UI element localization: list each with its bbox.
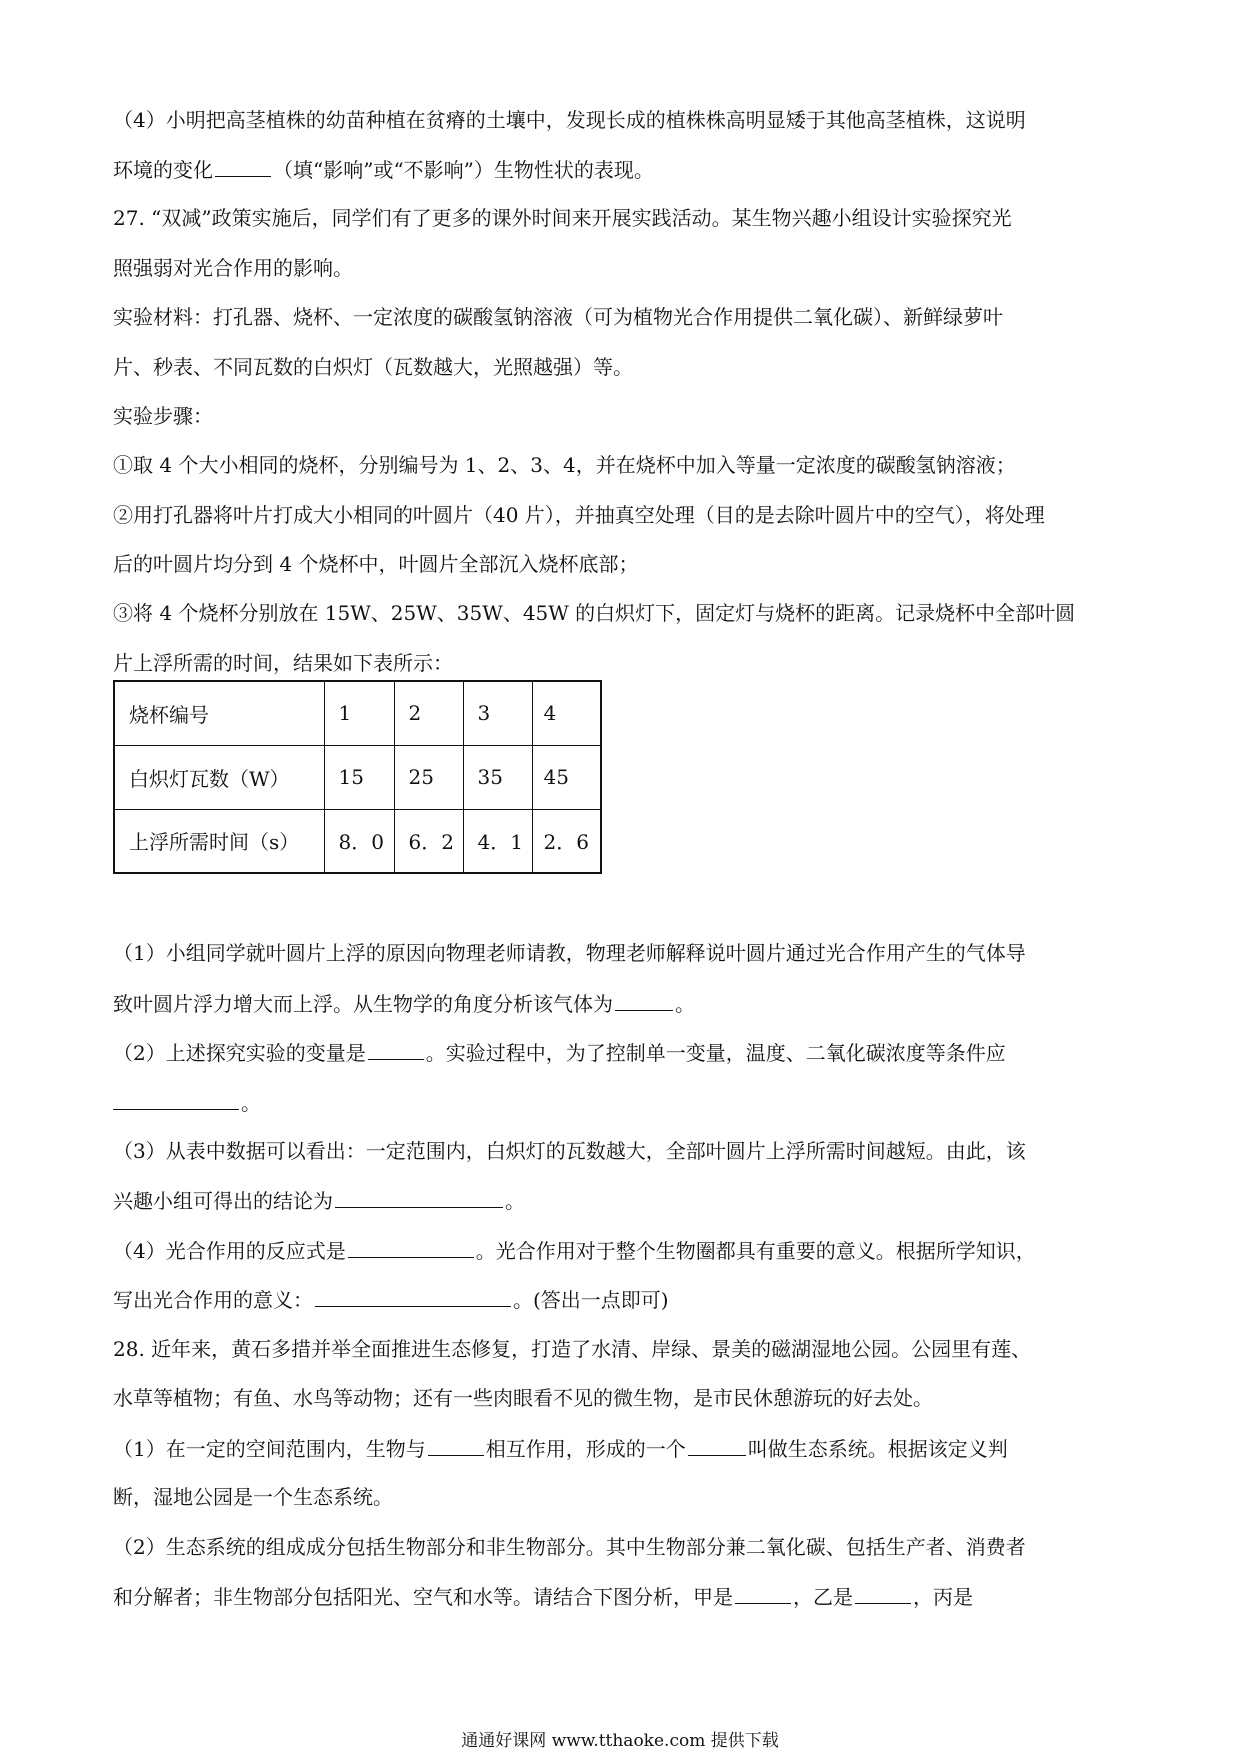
answer-blank[interactable]: [113, 1087, 239, 1110]
q27-q3-line1: （3）从表中数据可以看出：一定范围内，白炽灯的瓦数越大，全部叶圆片上浮所需时间越短。由此，该: [113, 1139, 1026, 1163]
table-cell: 35: [463, 745, 532, 809]
q27-q1-line2-text-a: 致叶圆片浮力增大而上浮。从生物学的角度分析该气体为: [113, 992, 613, 1016]
table-cell: 2: [394, 681, 463, 745]
q28-q2-line2: [113, 1581, 973, 1611]
table-row: [114, 809, 601, 873]
answer-blank[interactable]: [215, 154, 271, 177]
q28-q2-line1: （2）生态系统的组成成分包括生物部分和非生物部分。其中生物部分兼二氧化碳、包括生产者、消费者: [113, 1535, 1026, 1559]
q28-q1-line1-text-a: （1）在一定的空间范围内，生物与: [113, 1437, 426, 1461]
q27-q3-line2-text-b: 。: [505, 1189, 525, 1213]
q27-q3-line2-text-a: 兴趣小组可得出的结论为: [113, 1189, 333, 1213]
page-footer: 通通好课网 www.tthaoke.com 提供下载: [461, 1731, 779, 1751]
q27-step1: ①取 4 个大小相同的烧杯，分别编号为 1、2、3、4，并在烧杯中加入等量一定浓度的碳酸氢钠溶液；: [113, 453, 1016, 477]
table-cell: 4．1: [463, 809, 532, 873]
q26-p4-line2: [113, 154, 654, 184]
table-cell: 6．2: [394, 809, 463, 873]
q27-q3-line2: [113, 1185, 525, 1215]
answer-blank[interactable]: [315, 1284, 511, 1307]
q27-q4-line2-text-b: 。(答出一点即可): [513, 1288, 669, 1312]
q26-p4-line2-text-a: 环境的变化: [113, 158, 213, 182]
q27-materials-line1: 实验材料：打孔器、烧杯、一定浓度的碳酸氢钠溶液（可为植物光合作用提供二氧化碳）、新鲜绿萝叶: [113, 305, 1003, 329]
answer-blank[interactable]: [348, 1235, 474, 1258]
q28-q1-line1: [113, 1433, 1008, 1463]
answer-blank[interactable]: [615, 988, 673, 1011]
q26-p4-line1: （4）小明把高茎植株的幼苗种植在贫瘠的土壤中，发现长成的植株株高明显矮于其他高茎植株，这说明: [113, 108, 1026, 132]
q26-p4-line2-text-b: （填“影响”或“不影响”）生物性状的表现。: [273, 158, 654, 182]
q27-steps-title: 实验步骤：: [113, 404, 213, 428]
q27-q2-line1-text-a: （2）上述探究实验的变量是: [113, 1041, 366, 1065]
table-row-header: 烧杯编号: [114, 681, 324, 745]
q27-q2-line1-text-b: 。实验过程中，为了控制单一变量，温度、二氧化碳浓度等条件应: [425, 1041, 1006, 1065]
q28-q2-line2-text-b: ，乙是: [793, 1585, 853, 1609]
q28-q2-line2-text-a: 和分解者；非生物部分包括阳光、空气和水等。请结合下图分析，甲是: [113, 1585, 733, 1609]
table-cell: 45: [532, 745, 601, 809]
table-row: [114, 681, 601, 745]
q27-q4-line1-text-a: （4）光合作用的反应式是: [113, 1239, 346, 1263]
q27-step2-line2: 后的叶圆片均分到 4 个烧杯中，叶圆片全部沉入烧杯底部；: [113, 552, 639, 576]
q27-q1-line2: [113, 988, 695, 1018]
q28-intro-line1: 28. 近年来，黄石多措并举全面推进生态修复，打造了水清、岸绿、景美的磁湖湿地公园。公园里有莲、: [113, 1337, 1032, 1361]
q28-intro-line2: 水草等植物；有鱼、水鸟等动物；还有一些肉眼看不见的微生物，是市民休憩游玩的好去处。: [113, 1386, 933, 1410]
q27-step3-line2: 片上浮所需的时间，结果如下表所示：: [113, 651, 453, 675]
answer-blank[interactable]: [428, 1433, 484, 1456]
q27-step2-line1: ②用打孔器将叶片打成大小相同的叶圆片（40 片），并抽真空处理（目的是去除叶圆片中的空气），将处理: [113, 503, 1045, 527]
q27-step3-line1: ③将 4 个烧杯分别放在 15W、25W、35W、45W 的白炽灯下，固定灯与烧杯的距离。记录烧杯中全部叶圆: [113, 601, 1076, 625]
table-cell: 25: [394, 745, 463, 809]
q27-intro-line2: 照强弱对光合作用的影响。: [113, 256, 353, 280]
table-row-header: 上浮所需时间（s）: [114, 809, 324, 873]
q27-q4-line2-text-a: 写出光合作用的意义：: [113, 1288, 313, 1312]
q27-q1-line1: （1）小组同学就叶圆片上浮的原因向物理老师请教，物理老师解释说叶圆片通过光合作用产生的气体导: [113, 941, 1026, 965]
results-table: [113, 680, 602, 874]
table-cell: 15: [324, 745, 394, 809]
table-cell: 4: [532, 681, 601, 745]
table-row: [114, 745, 601, 809]
table-cell: 8．0: [324, 809, 394, 873]
answer-blank[interactable]: [855, 1581, 911, 1604]
table-cell: 2．6: [532, 809, 601, 873]
q28-q1-line1-text-c: 叫做生态系统。根据该定义判: [747, 1437, 1008, 1461]
answer-blank[interactable]: [368, 1037, 424, 1060]
q27-q1-line2-text-b: 。: [675, 992, 695, 1016]
q27-q4-line1-text-b: 。光合作用对于整个生物圈都具有重要的意义。根据所学知识，: [475, 1239, 1036, 1263]
q28-q2-line2-text-c: ，丙是: [913, 1585, 973, 1609]
q27-q2-line2-text-b: 。: [241, 1091, 261, 1115]
table-cell: 3: [463, 681, 532, 745]
q27-materials-line2: 片、秒表、不同瓦数的白炽灯（瓦数越大，光照越强）等。: [113, 355, 633, 379]
answer-blank[interactable]: [688, 1433, 746, 1456]
q27-q2-line2: [113, 1087, 261, 1117]
q27-q4-line1: [113, 1235, 1036, 1265]
q28-q1-line2: 断，湿地公园是一个生态系统。: [113, 1485, 393, 1509]
q27-q2-line1: [113, 1037, 1006, 1067]
table-row-header: 白炽灯瓦数（W）: [114, 745, 324, 809]
q27-intro-line1: 27. “双减”政策实施后，同学们有了更多的课外时间来开展实践活动。某生物兴趣小组设计实验探究光: [113, 206, 1012, 230]
q28-q1-line1-text-b: 相互作用，形成的一个: [485, 1437, 686, 1461]
answer-blank[interactable]: [335, 1185, 503, 1208]
answer-blank[interactable]: [735, 1581, 791, 1604]
table-cell: 1: [324, 681, 394, 745]
q27-q4-line2: [113, 1284, 669, 1314]
